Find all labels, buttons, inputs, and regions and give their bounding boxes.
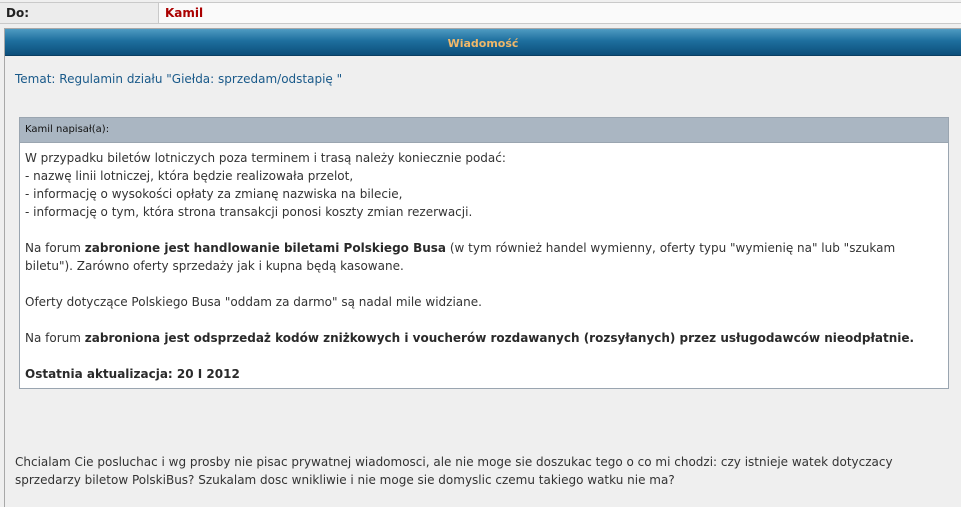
recipient-label: Do: bbox=[0, 3, 159, 23]
quote-bullet: - informację o wysokości opłaty za zmianę nazwiska na bilecie, bbox=[25, 187, 403, 201]
recipient-row bbox=[0, 2, 961, 24]
message-subject: Temat: Regulamin działu "Giełda: sprzedam/odstapię " bbox=[15, 72, 343, 86]
rule-suffix: (w tym również handel wymienny, oferty typu "wymienię na" lub "szukam biletu"). Zarówno oferty sprzedaży jak i kupna będą kasowane. bbox=[25, 241, 896, 273]
rule-emphasis: zabroniona jest odsprzedaż kodów zniżkowych i voucherów rozdawanych (rozsyłanych) przez usługodawców nieodpłatnie. bbox=[84, 331, 915, 345]
recipient-name[interactable]: Kamil bbox=[159, 3, 961, 23]
quote-bullet: - nazwę linii lotniczej, która będzie realizowała przelot, bbox=[25, 169, 354, 183]
rule-prefix: Na forum bbox=[25, 241, 85, 255]
quote-intro: W przypadku biletów lotniczych poza terminem i trasą należy koniecznie podać: bbox=[25, 151, 506, 165]
quote-rule-free: Oferty dotyczące Polskiego Busa "oddam za darmo" są nadal mile widziane. bbox=[25, 295, 482, 309]
quote-body bbox=[20, 143, 948, 383]
message-header-bar bbox=[5, 29, 961, 56]
quote-rule-vouchers bbox=[25, 329, 940, 347]
rule-prefix: Na forum bbox=[25, 331, 85, 345]
quote-update-line bbox=[25, 365, 940, 383]
quote-rule-busa bbox=[25, 239, 940, 275]
rule-emphasis: zabronione jest handlowanie biletami Polskiego Busa bbox=[84, 241, 447, 255]
quote-intro-block bbox=[25, 149, 940, 221]
message-header-title: Wiadomość bbox=[447, 37, 519, 50]
reply-text: Chcialam Cie posluchac i wg prosby nie pisac prywatnej wiadomosci, ale nie moge sie doszukac tego o co mi chodzi: czy istnieje watek dotyczacy sprzedarzy biletow PolskiBus? Szukalam dosc wnikliwie i nie moge sie domyslic czemu takiego watku nie ma? bbox=[15, 455, 893, 487]
quote-box bbox=[19, 117, 949, 389]
quote-update: Ostatnia aktualizacja: 20 I 2012 bbox=[25, 367, 240, 381]
quote-author: Kamil napisał(a): bbox=[20, 118, 948, 143]
message-panel bbox=[4, 28, 961, 507]
quote-bullet: - informację o tym, która strona transakcji ponosi koszty zmian rezerwacji. bbox=[25, 205, 473, 219]
